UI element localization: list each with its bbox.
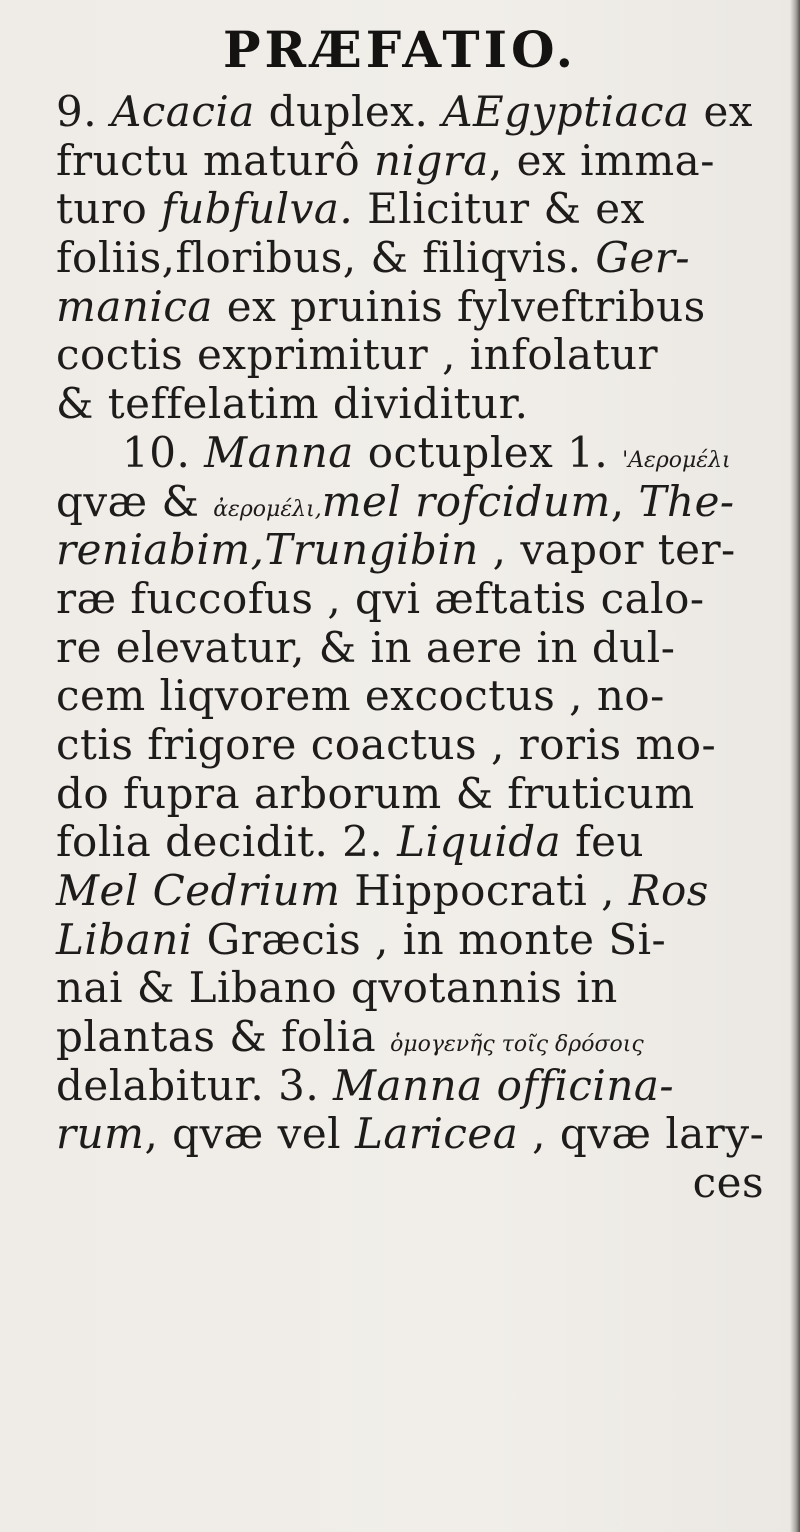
text-line bbox=[56, 770, 796, 819]
text-line bbox=[56, 88, 796, 137]
italic-term: Acacia bbox=[110, 87, 255, 136]
text-run: re elevatur, & in aere in dul- bbox=[56, 622, 676, 672]
text-line bbox=[56, 624, 796, 673]
page-edge-shadow bbox=[790, 0, 800, 1532]
text-run: fructu maturô bbox=[56, 135, 374, 185]
text-line bbox=[56, 721, 796, 770]
italic-term: Mel Cedrium bbox=[56, 866, 341, 915]
text-run: plantas & folia bbox=[56, 1012, 391, 1062]
text-line bbox=[56, 478, 796, 527]
italic-term: Libani bbox=[56, 914, 193, 964]
italic-term: rum bbox=[56, 1109, 145, 1159]
text-line bbox=[56, 916, 796, 965]
text-run: octuplex 1. bbox=[353, 427, 623, 477]
text-run: & teffelatim dividitur. bbox=[56, 379, 529, 429]
text-run: do fupra arborum & fruticum bbox=[56, 768, 695, 818]
text-run: ræ fuccofus , qvi æftatis calo- bbox=[56, 573, 705, 623]
text-line bbox=[56, 575, 796, 624]
italic-term: Ger- bbox=[595, 233, 691, 283]
text-run: delabitur. 3. bbox=[56, 1060, 334, 1110]
greek-word: ὁμογενῆς τοῖς δρόσοις bbox=[390, 1032, 644, 1058]
text-line bbox=[56, 429, 796, 478]
text-run: qvæ & bbox=[56, 476, 214, 526]
text-run: ces bbox=[692, 1158, 764, 1208]
italic-term: The- bbox=[638, 476, 735, 526]
catchword bbox=[56, 1159, 796, 1208]
text-line bbox=[56, 818, 796, 867]
text-run: turo bbox=[56, 184, 162, 234]
text-run: foliis,floribus, & filiqvis. bbox=[56, 233, 596, 283]
text-line bbox=[56, 331, 796, 380]
page-body-text bbox=[56, 88, 796, 1208]
text-run: cem liqvorem excoctus , no- bbox=[56, 671, 665, 721]
text-line bbox=[56, 1110, 796, 1159]
text-run: ctis frigore coactus , roris mo- bbox=[56, 719, 717, 769]
text-run: coctis exprimitur , infolatur bbox=[56, 330, 659, 380]
text-run: Græcis , in monte Si- bbox=[192, 914, 667, 964]
running-head: PRÆFATIO. bbox=[222, 20, 578, 79]
text-run: 10. bbox=[122, 427, 205, 477]
italic-term: Manna bbox=[204, 427, 354, 477]
text-run: Hippocrati , bbox=[340, 866, 629, 915]
text-line bbox=[56, 526, 796, 575]
text-line bbox=[56, 1013, 796, 1062]
text-line bbox=[56, 380, 796, 429]
text-run: Elicitur & ex bbox=[353, 184, 645, 234]
text-line bbox=[56, 672, 796, 721]
italic-term: AEgyptiaca bbox=[442, 87, 690, 136]
italic-term: Liquida bbox=[397, 817, 562, 867]
text-run: ex pruinis fylveftribus bbox=[212, 281, 706, 331]
text-line bbox=[56, 234, 796, 283]
text-line bbox=[56, 185, 796, 234]
italic-term: reniabim,Trungibin bbox=[56, 525, 479, 575]
italic-term: mel rofcidum bbox=[321, 476, 611, 526]
text-run: , bbox=[610, 476, 639, 526]
text-run: , vapor ter- bbox=[478, 525, 736, 575]
greek-word: ἀερομέλι, bbox=[213, 496, 322, 522]
text-line bbox=[56, 964, 796, 1013]
greek-word: 'Αερομέλι bbox=[622, 447, 731, 473]
italic-term: manica bbox=[56, 281, 213, 331]
text-line bbox=[56, 1062, 796, 1111]
text-run: ex bbox=[689, 87, 753, 136]
text-run: nai & Libano qvotannis in bbox=[56, 963, 618, 1013]
italic-term: nigra bbox=[373, 135, 489, 185]
italic-term: Ros bbox=[628, 866, 709, 915]
italic-term: Manna officina- bbox=[333, 1060, 675, 1110]
text-line bbox=[56, 283, 796, 332]
text-line bbox=[56, 137, 796, 186]
text-run: feu bbox=[561, 817, 645, 867]
text-run: 9. bbox=[56, 87, 111, 136]
text-run: duplex. bbox=[254, 87, 443, 136]
text-run: , qvæ lary- bbox=[518, 1109, 765, 1159]
text-run: , qvæ vel bbox=[144, 1109, 355, 1159]
text-run: , ex imma- bbox=[488, 135, 715, 185]
text-line bbox=[56, 867, 796, 916]
text-run: folia decidit. 2. bbox=[56, 817, 398, 867]
italic-term: fubfulva. bbox=[161, 184, 354, 234]
italic-term: Laricea bbox=[354, 1109, 519, 1159]
